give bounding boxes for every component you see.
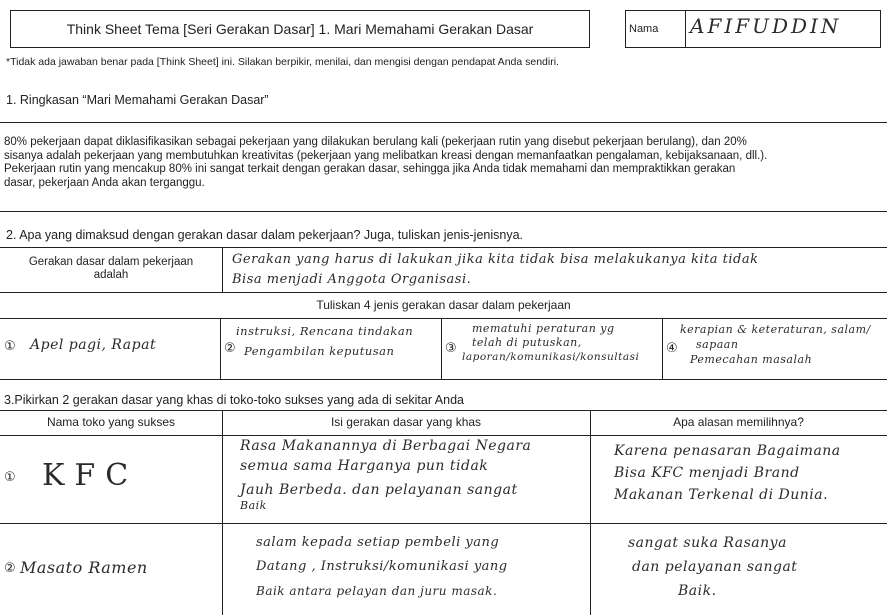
definition-answer-line-1: Gerakan yang harus di lakukan jika kita tidak bisa melakukanya kita tidak <box>232 252 759 267</box>
type-2-text <box>236 321 413 361</box>
summary-line-4: dasar, pekerjaan Anda akan terganggu. <box>4 176 205 189</box>
store-1-content-line-2: semua sama Harganya pun tidak <box>240 458 489 474</box>
type-3-text <box>462 322 639 364</box>
type-3-number: ③ <box>445 341 457 356</box>
store-2-number: ② <box>4 561 16 576</box>
section1-heading: 1. Ringkasan “Mari Memahami Gerakan Dasar” <box>6 93 269 107</box>
s2-type-divider-1 <box>220 318 221 379</box>
type-3-line-3: laporan/komunikasi/konsultasi <box>462 351 640 363</box>
store-2-reason-line-3: Baik. <box>678 583 717 599</box>
s2-line-bottom <box>0 379 887 380</box>
store-2-content <box>256 531 508 603</box>
sheet-title: Think Sheet Tema [Seri Gerakan Dasar] 1. Mari Memahami Gerakan Dasar <box>66 21 534 37</box>
s2-line-types <box>0 318 887 319</box>
definition-label-line-1: Gerakan dasar dalam pekerjaan <box>28 256 194 268</box>
type-4-line-1: kerapian & keteraturan, salam/ <box>680 323 871 336</box>
store-2-reason-line-1: sangat suka Rasanya <box>628 535 787 551</box>
store-1-content-line-1: Rasa Makanannya di Berbagai Negara <box>240 438 532 454</box>
type-2-number: ② <box>224 341 236 356</box>
s3-line-row <box>0 523 887 524</box>
col-header-store: Nama toko yang sukses <box>46 415 176 429</box>
type-4-line-3: Pemecahan masalah <box>690 353 813 366</box>
store-1-content-line-4: Baik <box>240 499 267 512</box>
type-1-number: ① <box>4 339 16 354</box>
store-1-reason-line-3: Makanan Terkenal di Dunia. <box>614 487 829 503</box>
type-4-line-2: sapaan <box>696 338 739 351</box>
col-header-content: Isi gerakan dasar yang khas <box>330 415 482 429</box>
type-1-text: Apel pagi, Rapat <box>30 337 157 353</box>
section1-summary-text <box>4 136 767 190</box>
name-label: Nama <box>629 23 659 35</box>
store-1-number: ① <box>4 470 16 485</box>
store-2-reason-line-2: dan pelayanan sangat <box>632 559 798 575</box>
definition-label-line-2: adalah <box>93 269 129 281</box>
store-1-content <box>240 436 531 512</box>
store-2-name: Masato Ramen <box>20 558 148 577</box>
summary-line-1: 80% pekerjaan dapat diklasifikasikan sebagai pekerjaan yang dilakukan berulang kali (pekerjaan rutin yang disebut pekerjaan berulang), dan 20% <box>4 136 747 148</box>
type-3-line-1: mematuhi peraturan yg <box>472 322 615 335</box>
type-2-line-2: Pengambilan keputusan <box>244 344 395 358</box>
definition-answer <box>232 250 758 290</box>
store-2-reason <box>628 531 797 603</box>
s2-line-top <box>0 247 887 248</box>
types-header: Tuliskan 4 jenis gerakan dasar dalam pekerjaan <box>316 298 571 312</box>
definition-label <box>0 256 222 282</box>
definition-answer-line-2: Bisa menjadi Anggota Organisasi. <box>232 272 472 287</box>
disclaimer-note: *Tidak ada jawaban benar pada [Think Sheet] ini. Silakan berpikir, menilai, dan mengisi dengan pendapat Anda sendiri. <box>6 56 559 68</box>
s2-type-divider-2 <box>441 318 442 379</box>
summary-line-2: sisanya adalah pekerjaan yang membutuhkan kreativitas (pekerjaan yang melibatkan kreasi dengan memanfaatkan pengalaman, kebijaksanaan, dll.). <box>4 149 768 162</box>
s2-def-divider <box>222 247 223 292</box>
store-2-content-line-1: salam kepada setiap pembeli yang <box>256 535 500 550</box>
name-divider <box>685 10 686 48</box>
type-2-line-1: instruksi, Rencana tindakan <box>236 324 414 338</box>
store-1-content-line-3: Jauh Berbeda. dan pelayanan sangat <box>240 482 518 498</box>
s2-type-divider-3 <box>662 318 663 379</box>
col-header-reason: Apa alasan memilihnya? <box>673 415 804 429</box>
type-4-number: ④ <box>666 341 678 356</box>
section2-heading: 2. Apa yang dimaksud dengan gerakan dasar dalam pekerjaan? Juga, tuliskan jenis-jenisnya. <box>6 228 523 242</box>
store-1-reason-line-2: Bisa KFC menjadi Brand <box>614 465 800 481</box>
name-value: AFIFUDDIN <box>690 14 842 38</box>
s3-col-divider-2 <box>590 410 591 615</box>
store-1-name: KFC <box>42 458 139 493</box>
store-2-content-line-2: Datang , Instruksi/komunikasi yang <box>256 559 508 574</box>
summary-line-3: Pekerjaan rutin yang mencakup 80% ini sangat terkait dengan gerakan dasar, sehingga jika Anda tidak memahami dan mempraktikkan gerakan <box>4 163 736 175</box>
store-2-content-line-3: Baik antara pelayan dan juru masak. <box>256 584 498 598</box>
store-1-reason <box>614 440 841 506</box>
type-4-text <box>680 322 871 367</box>
section3-heading: 3.Pikirkan 2 gerakan dasar yang khas di toko-toko sukses yang ada di sekitar Anda <box>4 393 464 407</box>
store-1-reason-line-1: Karena penasaran Bagaimana <box>614 443 841 459</box>
type-3-line-2: telah di putuskan, <box>472 336 582 349</box>
s3-col-divider-1 <box>222 410 223 615</box>
